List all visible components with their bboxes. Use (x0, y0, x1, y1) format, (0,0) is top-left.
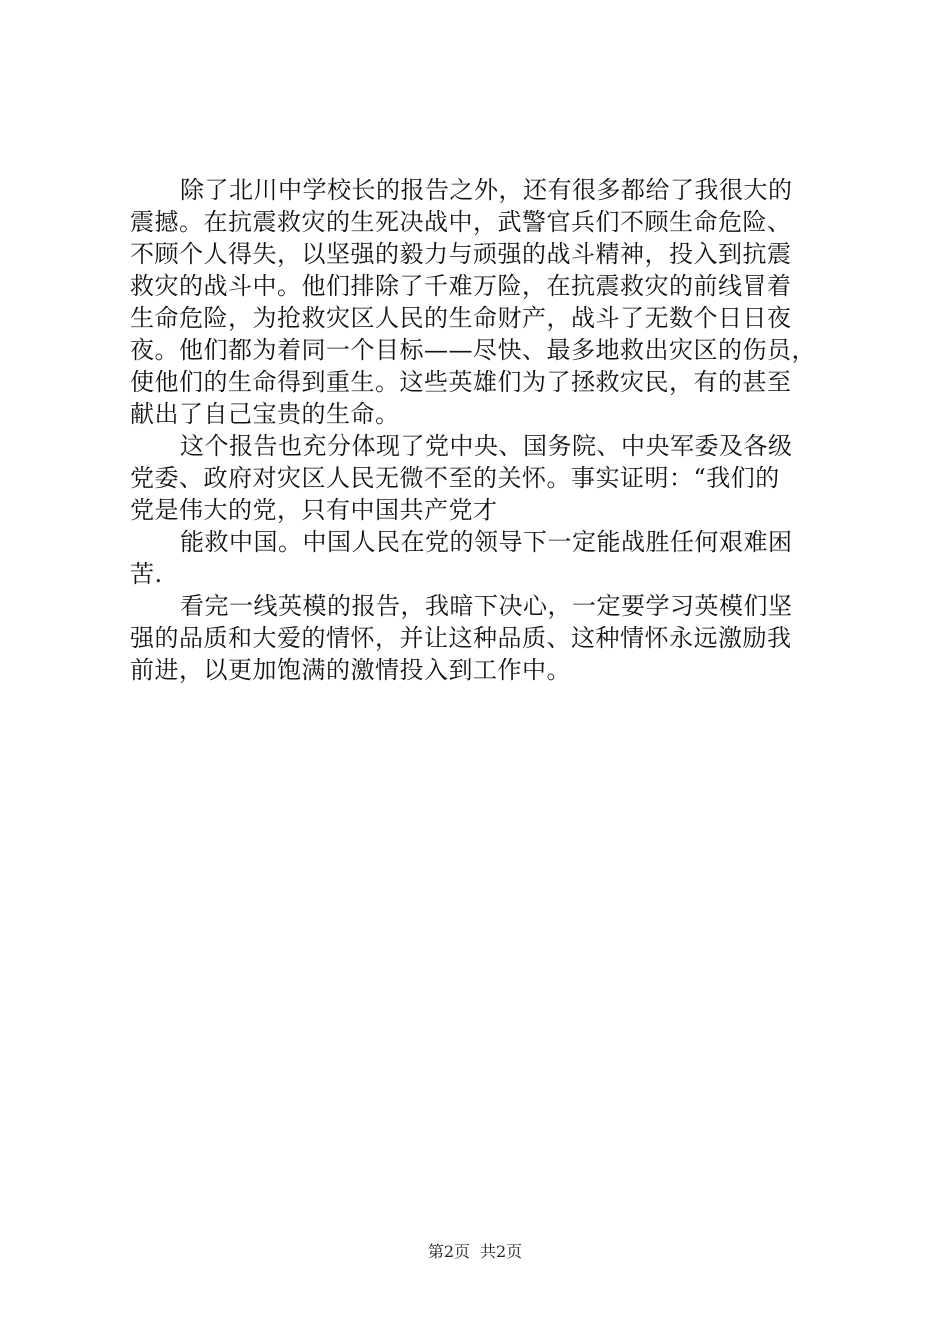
page-number: 第2页 (427, 1242, 470, 1261)
page-footer (0, 1242, 950, 1262)
paragraph-2-line-3: 党是伟大的党，只有中国共产党才 (130, 496, 498, 524)
paragraph-1-line-8: 献出了自己宝贵的生命。 (130, 400, 400, 428)
paragraph-1-line-2: 震撼。在抗震救灾的生死决战中，武警官兵们不顾生命危险、 (130, 208, 792, 236)
paragraph-1-line-1: 除了北川中学校长的报告之外，还有很多都给了我很大的 (180, 176, 793, 204)
paragraph-1-line-7: 使他们的生命得到重生。这些英雄们为了拯救灾民，有的甚至 (130, 368, 792, 396)
document-body (130, 174, 830, 686)
paragraph-1-line-5: 生命危险，为抢救灾区人民的生命财产，战斗了无数个日日夜 (130, 304, 792, 332)
paragraph-1-line-6: 夜。他们都为着同一个目标——尽快、最多地救出灾区的伤员， (130, 336, 816, 364)
paragraph-2-line-2: 党委、政府对灾区人民无微不至的关怀。事实证明：“我们的 (130, 464, 780, 492)
page-total: 共2页 (480, 1242, 523, 1261)
paragraph-4-line-2: 强的品质和大爱的情怀，并让这种品质、这种情怀永远激励我 (130, 624, 792, 652)
paragraph-4-line-1: 看完一线英模的报告，我暗下决心，一定要学习英模们坚 (180, 592, 793, 620)
paragraph-1-line-4: 救灾的战斗中。他们排除了千难万险，在抗震救灾的前线冒着 (130, 272, 792, 300)
paragraph-4-line-3: 前进，以更加饱满的激情投入到工作中。 (130, 656, 571, 684)
paragraph-2-line-1: 这个报告也充分体现了党中央、国务院、中央军委及各级 (180, 432, 793, 460)
paragraph-3-line-1: 能救中国。中国人民在党的领导下一定能战胜任何艰难困 (180, 528, 793, 556)
paragraph-1-line-3: 不顾个人得失，以坚强的毅力与顽强的战斗精神，投入到抗震 (130, 240, 792, 268)
paragraph-3-line-2: 苦. (130, 560, 163, 588)
